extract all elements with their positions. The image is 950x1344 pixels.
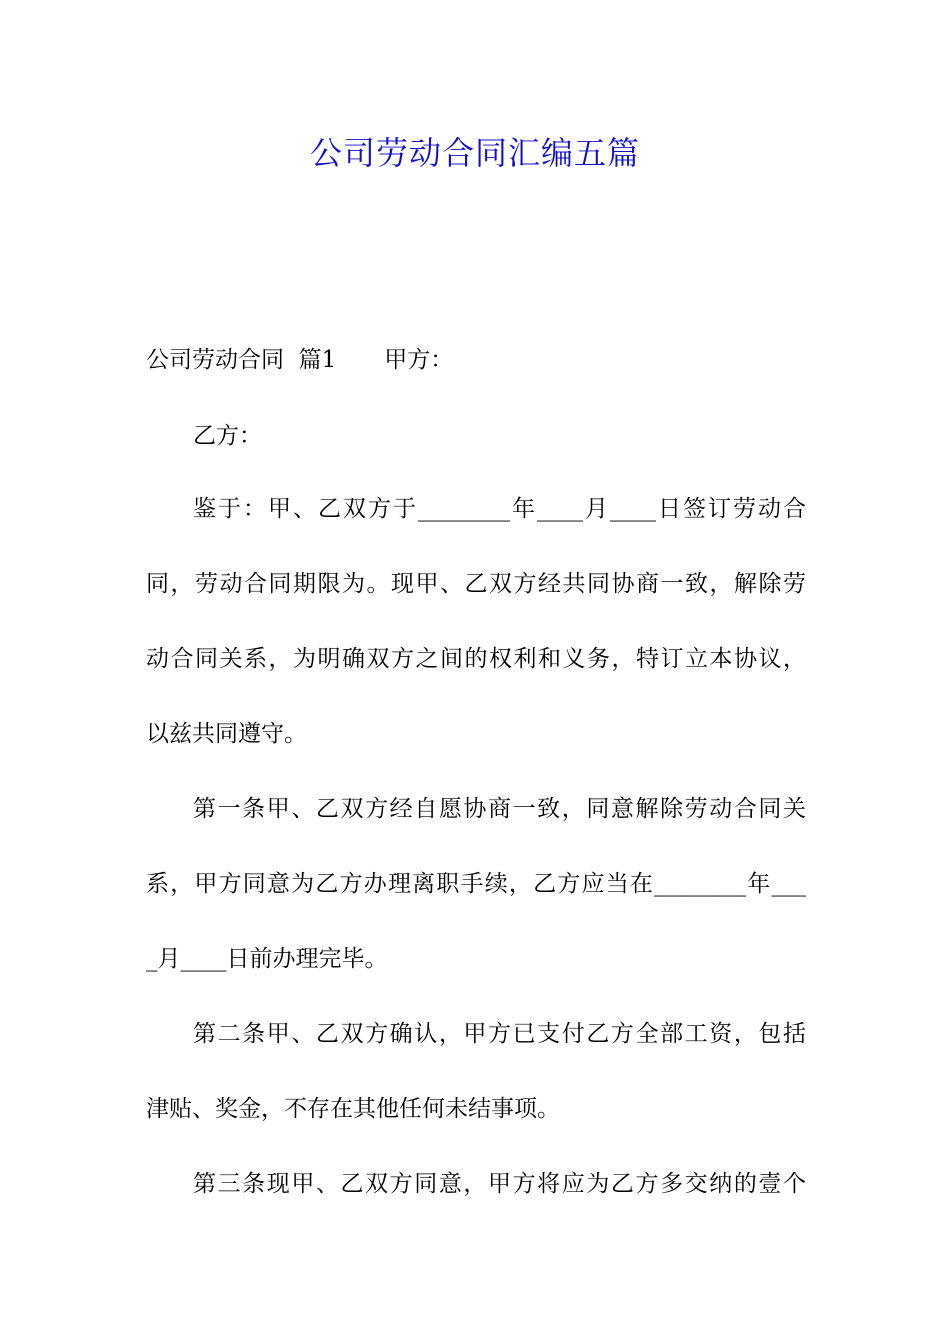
- paragraph-line: 以兹共同遵守。: [146, 721, 307, 747]
- paragraph-line: 津贴、奖金，不存在其他任何未结事项。: [146, 1096, 560, 1122]
- paragraph-line: 第二条甲、乙双方确认，甲方已支付乙方全部工资，包括: [193, 1021, 806, 1047]
- paragraph-line: 第一条甲、乙双方经自愿协商一致，同意解除劳动合同关: [193, 796, 806, 822]
- document-title: 公司劳动合同汇编五篇: [309, 134, 640, 172]
- paragraph-line: 鉴于：甲、乙双方于________年____月____日签订劳动合: [193, 496, 806, 522]
- paragraph-line: _月____日前办理完毕。: [146, 946, 388, 972]
- paragraph-line: 动合同关系，为明确双方之间的权利和义务，特订立本协议，: [146, 646, 806, 672]
- party-a-label: 甲方：: [384, 347, 454, 373]
- section-heading-line: [146, 342, 453, 378]
- paragraph-line: 第三条现甲、乙双方同意，甲方将应为乙方多交纳的壹个: [193, 1171, 806, 1197]
- paragraph-line: 同，劳动合同期限为。现甲、乙双方经共同协商一致，解除劳: [146, 571, 806, 597]
- party-b-label: 乙方：: [193, 423, 262, 449]
- section-label: 公司劳动合同 篇1: [146, 347, 337, 373]
- paragraph-line: 系，甲方同意为乙方办理离职手续，乙方应当在________年___: [146, 871, 806, 897]
